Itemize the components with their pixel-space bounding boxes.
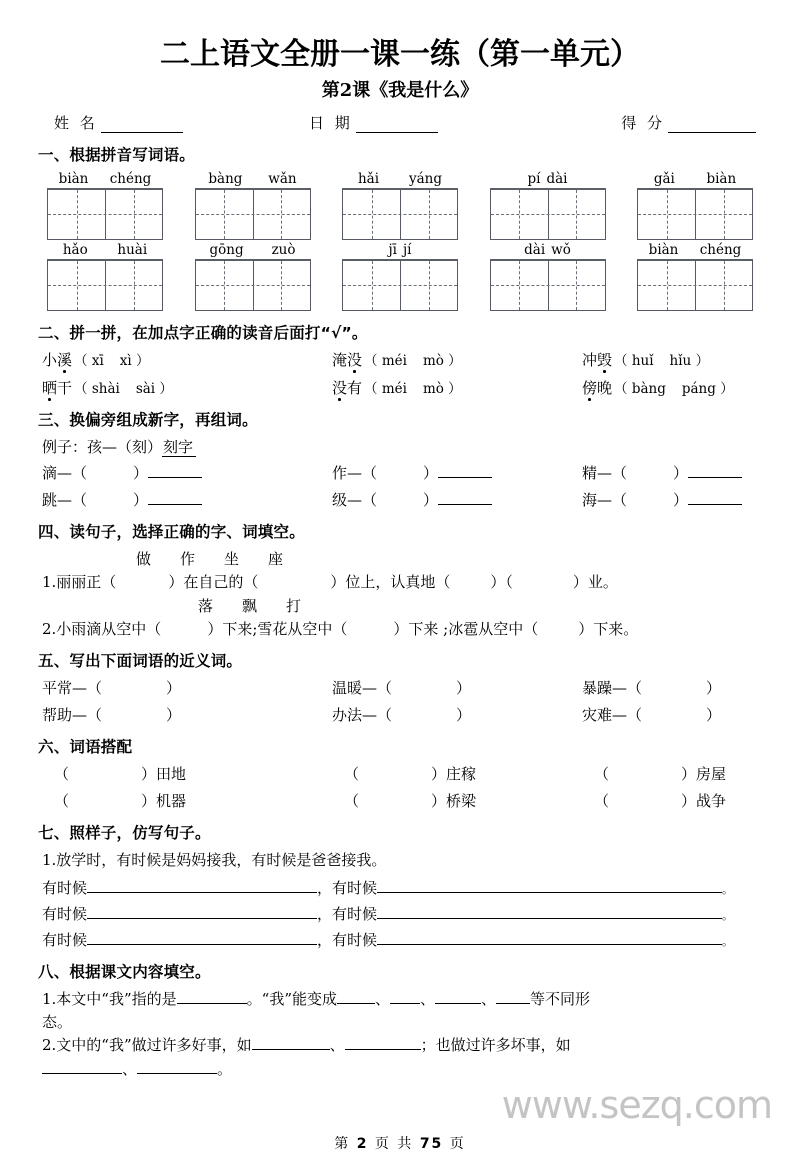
- date-label: 日 期: [309, 114, 353, 133]
- q2-row-1: [38, 349, 762, 370]
- choice-word: 做: [136, 549, 152, 568]
- close-paren: ）: [133, 463, 149, 482]
- q1-item: [632, 242, 758, 311]
- close-paren: ）: [673, 463, 689, 482]
- pinyin-option[interactable]: mò: [422, 352, 444, 369]
- sentence-part: ）业。: [572, 572, 618, 591]
- pinyin-syllable: hǎo: [62, 241, 88, 258]
- close-paren: ）: [681, 791, 697, 810]
- tianzige-box[interactable]: [195, 188, 311, 240]
- answer-blank[interactable]: [148, 492, 202, 505]
- pinyin-syllable: jí: [403, 241, 412, 258]
- pinyin-syllable: huài: [117, 241, 148, 258]
- open-paren: （: [344, 791, 360, 810]
- q3-stem: 作—（: [332, 463, 378, 482]
- choice-word: 作: [180, 549, 196, 568]
- tianzige-box[interactable]: [637, 259, 753, 311]
- q5-stem: 帮助—（: [42, 705, 103, 724]
- pinyin-option[interactable]: méi: [381, 380, 407, 397]
- collocation-noun: 庄稼: [446, 764, 477, 783]
- close-paren: ）: [706, 678, 722, 697]
- q1-grid-row-1: [38, 171, 762, 240]
- q1-item: [190, 171, 316, 240]
- sentence-part: ）下来 ;冰雹从空中（: [393, 619, 539, 638]
- pinyin-syllable: yáng: [408, 171, 442, 188]
- answer-rule[interactable]: [87, 931, 317, 945]
- q3-item: [42, 462, 332, 483]
- comma: ，: [317, 878, 333, 897]
- close-paren: ）: [695, 352, 710, 369]
- pinyin-syllable: gōng: [209, 241, 244, 258]
- close-paren: ）: [456, 705, 472, 724]
- section-2-heading: 二、拼一拼，在加点字正确的读音后面打“√”。: [38, 323, 368, 342]
- answer-blank[interactable]: [688, 465, 742, 478]
- q3-stem: 级—（: [332, 490, 378, 509]
- section-7-heading: 七、照样子，仿写句子。: [38, 823, 211, 842]
- dotted-character: 溪: [57, 350, 73, 369]
- sentence-part: 、: [375, 989, 391, 1008]
- pinyin-syllable: biàn: [648, 241, 679, 258]
- pinyin-option[interactable]: méi: [381, 352, 407, 369]
- sentence-part: ）位上，认真地（: [330, 572, 451, 591]
- pinyin-syllable: wǒ: [551, 241, 571, 258]
- section-8-heading: 八、根据课文内容填空。: [38, 962, 211, 981]
- score-input-rule[interactable]: [668, 120, 756, 133]
- sentence-part: ）下来。: [578, 619, 639, 638]
- collocation-noun: 机器: [156, 791, 187, 810]
- q5-stem: 温暖—（: [332, 678, 393, 697]
- date-field-group: [309, 112, 609, 133]
- q3-stem: 海—（: [582, 490, 628, 509]
- q6-row-2: [38, 790, 762, 811]
- pinyin-option[interactable]: shài: [91, 380, 120, 397]
- answer-rule[interactable]: [377, 879, 722, 893]
- score-label: 得 分: [621, 114, 665, 133]
- collocation-noun: 房屋: [696, 764, 727, 783]
- close-paren: ）: [423, 490, 439, 509]
- q5-item: [42, 677, 332, 698]
- q5-row-2: [38, 704, 762, 725]
- pinyin-option[interactable]: sài: [135, 380, 156, 397]
- page-subtitle: 第2课《我是什么》: [321, 79, 479, 101]
- word-prefix: 淹: [332, 350, 348, 369]
- section-6-heading: 六、词语搭配: [38, 737, 133, 756]
- q7-lead: 有时候: [42, 930, 88, 949]
- q5-stem: 办法—（: [332, 705, 393, 724]
- open-paren: （: [74, 352, 88, 369]
- close-paren: ）: [673, 490, 689, 509]
- q1-pinyin: [42, 171, 168, 188]
- pinyin-option[interactable]: xī: [91, 352, 104, 369]
- q1-pinyin: [190, 242, 316, 259]
- q5-item: [582, 677, 762, 698]
- open-paren: （: [364, 380, 378, 397]
- q4-sentence-1: [38, 571, 762, 592]
- sentence-part: 1.丽丽正（: [42, 572, 117, 591]
- section-5-heading: 五、写出下面词语的近义词。: [38, 651, 243, 670]
- score-field-group: [609, 112, 756, 133]
- pinyin-syllable: hǎi: [357, 171, 380, 188]
- q3-item: [42, 489, 332, 510]
- close-paren: ）: [456, 678, 472, 697]
- sentence-part: ）在自己的（: [168, 572, 259, 591]
- pinyin-option[interactable]: páng: [681, 380, 716, 397]
- answer-blank[interactable]: [438, 465, 492, 478]
- q2-item: [332, 349, 582, 370]
- q1-pinyin: [337, 171, 463, 188]
- q3-stem: 跳—（: [42, 490, 88, 509]
- open-paren: （: [594, 791, 610, 810]
- open-paren: （: [74, 380, 88, 397]
- q6-item: [594, 763, 762, 784]
- sentence-part: 态。: [42, 1013, 73, 1032]
- open-paren: （: [594, 764, 610, 783]
- close-paren: ）: [431, 791, 447, 810]
- sentence-part: ）下来;雪花从空中（: [207, 619, 348, 638]
- footer-page-number: 2: [356, 1136, 369, 1152]
- q3-item: [332, 489, 582, 510]
- sentence-part: 2.小雨滴从空中（: [42, 619, 162, 638]
- q1-pinyin: [190, 171, 316, 188]
- period: 。: [722, 934, 734, 948]
- word-prefix: 冲: [582, 350, 598, 369]
- q1-pinyin: [485, 242, 611, 259]
- pinyin-option[interactable]: huǐ: [631, 352, 654, 369]
- q6-item: [344, 763, 594, 784]
- tianzige-box[interactable]: [490, 188, 606, 240]
- q6-item: [54, 763, 344, 784]
- answer-blank[interactable]: [177, 991, 247, 1004]
- q7-model-sentence: 1.放学时，有时候是妈妈接我，有时候是爸爸接我。: [42, 850, 387, 869]
- q3-row-1: [38, 462, 762, 483]
- open-paren: （: [344, 764, 360, 783]
- q2-item: [582, 377, 762, 398]
- choice-word: 座: [268, 549, 284, 568]
- comma: ，: [317, 904, 333, 923]
- tianzige-box[interactable]: [342, 259, 458, 311]
- close-paren: ）: [141, 764, 157, 783]
- choice-word: 飘: [242, 596, 258, 615]
- close-paren: ）: [431, 764, 447, 783]
- q6-row-1: [38, 763, 762, 784]
- q6-item: [344, 790, 594, 811]
- q5-row-1: [38, 677, 762, 698]
- sentence-part: 。“我”能变成: [246, 989, 337, 1008]
- q7-lead: 有时候: [332, 930, 378, 949]
- q1-item: [190, 242, 316, 311]
- tianzige-box[interactable]: [195, 259, 311, 311]
- tianzige-box[interactable]: [637, 188, 753, 240]
- q7-lead: 有时候: [332, 904, 378, 923]
- q1-grid-row-2: [38, 242, 762, 311]
- sentence-part: 、: [481, 989, 497, 1008]
- pinyin-options[interactable]: [364, 349, 462, 369]
- answer-rule[interactable]: [377, 905, 722, 919]
- q1-item: [632, 171, 758, 240]
- q3-example-word: 刻字: [162, 438, 196, 457]
- close-paren: ）: [159, 380, 173, 397]
- q3-item: [332, 462, 582, 483]
- q3-item: [582, 462, 762, 483]
- sentence-part: 、: [329, 1036, 345, 1055]
- footer-total-pages: 75: [419, 1136, 444, 1152]
- pinyin-syllable: dài: [546, 171, 568, 188]
- sentence-part: ；也做过许多坏事，如: [420, 1036, 571, 1055]
- sentence-part: 等不同形: [530, 989, 591, 1008]
- pinyin-syllable: bàng: [208, 171, 243, 188]
- sentence-part: 2.文中的“我”做过许多好事，如: [42, 1036, 252, 1055]
- collocation-noun: 战争: [696, 791, 727, 810]
- answer-blank[interactable]: [345, 1037, 421, 1050]
- section-1-heading: 一、根据拼音写词语。: [38, 146, 196, 165]
- dotted-character: 没: [332, 378, 348, 397]
- q5-stem: 暴躁—（: [582, 678, 643, 697]
- section-4-heading: 四、读句子，选择正确的字、词填空。: [38, 522, 305, 541]
- answer-blank[interactable]: [137, 1061, 217, 1074]
- pinyin-syllable: dài: [524, 241, 546, 258]
- student-meta-row: [38, 112, 762, 133]
- q1-item: [485, 171, 611, 240]
- pinyin-options[interactable]: [74, 349, 149, 369]
- q5-item: [42, 704, 332, 725]
- dotted-character: 傍: [582, 378, 598, 397]
- open-paren: （: [54, 764, 70, 783]
- q3-example-prefix: 例子：孩—（刻）: [42, 437, 163, 456]
- q1-item: [42, 171, 168, 240]
- q2-item: [332, 377, 582, 398]
- close-paren: ）: [720, 380, 734, 397]
- pinyin-option[interactable]: bàng: [631, 380, 666, 397]
- choice-word: 坐: [224, 549, 240, 568]
- q2-item: [42, 377, 332, 398]
- name-input-rule[interactable]: [101, 120, 183, 133]
- answer-blank[interactable]: [435, 991, 481, 1004]
- pinyin-syllable: biàn: [706, 171, 737, 188]
- period: 。: [722, 882, 734, 896]
- q7-answer-line: [38, 903, 762, 924]
- q2-item: [582, 349, 762, 370]
- pinyin-option[interactable]: xì: [119, 352, 132, 369]
- word-suffix: 干: [57, 378, 73, 397]
- answer-blank[interactable]: [148, 465, 202, 478]
- pinyin-syllable: chéng: [699, 241, 742, 258]
- sentence-part: 。: [217, 1059, 233, 1078]
- pinyin-option[interactable]: hǐu: [669, 352, 692, 369]
- tianzige-box[interactable]: [47, 259, 163, 311]
- q1-item: [485, 242, 611, 311]
- answer-blank[interactable]: [42, 1061, 122, 1074]
- word-suffix: 有: [347, 378, 363, 397]
- q1-item: [337, 171, 463, 240]
- close-paren: ）: [166, 705, 182, 724]
- period: 。: [722, 908, 734, 922]
- q4-choice-bank-1: [38, 548, 762, 569]
- q1-pinyin: [337, 242, 463, 259]
- q2-row-2: [38, 377, 762, 398]
- tianzige-box[interactable]: [47, 188, 163, 240]
- q5-item: [332, 677, 582, 698]
- open-paren: （: [364, 352, 378, 369]
- open-paren: （: [614, 380, 628, 397]
- close-paren: ）: [423, 463, 439, 482]
- dotted-character: 毁: [597, 350, 613, 369]
- q3-stem: 滴—（: [42, 463, 88, 482]
- answer-blank[interactable]: [252, 1037, 330, 1050]
- close-paren: ）: [681, 764, 697, 783]
- collocation-noun: 田地: [156, 764, 187, 783]
- q5-stem: 平常—（: [42, 678, 103, 697]
- answer-rule[interactable]: [87, 905, 317, 919]
- q1-pinyin: [42, 242, 168, 259]
- tianzige-box[interactable]: [490, 259, 606, 311]
- open-paren: （: [54, 791, 70, 810]
- pinyin-syllable: wǎn: [268, 171, 297, 188]
- pinyin-options[interactable]: [614, 349, 709, 369]
- section-3-heading: 三、换偏旁组成新字，再组词。: [38, 410, 258, 429]
- pinyin-syllable: chéng: [109, 171, 152, 188]
- q6-item: [594, 790, 762, 811]
- pinyin-syllable: pí: [527, 171, 541, 188]
- q7-lead: 有时候: [42, 904, 88, 923]
- pinyin-options[interactable]: [364, 377, 462, 397]
- sentence-part: 、: [420, 989, 436, 1008]
- q5-item: [332, 704, 582, 725]
- q2-item: [42, 349, 332, 370]
- word-prefix: 小: [42, 350, 58, 369]
- q3-stem: 精—（: [582, 463, 628, 482]
- close-paren: ）: [448, 380, 462, 397]
- sentence-part: ）（: [490, 572, 513, 591]
- footer-prefix: 第: [334, 1136, 351, 1152]
- q5-item: [582, 704, 762, 725]
- q8-sentence-1: [38, 988, 762, 1035]
- answer-blank[interactable]: [688, 492, 742, 505]
- comma: ，: [317, 930, 333, 949]
- answer-blank[interactable]: [390, 991, 420, 1004]
- sentence-part: 、: [122, 1059, 138, 1078]
- footer-suffix: 页: [449, 1136, 466, 1152]
- page-title: 二上语文全册一课一练（第一单元）: [160, 37, 640, 72]
- answer-rule[interactable]: [87, 879, 317, 893]
- pinyin-syllable: biàn: [58, 171, 89, 188]
- pinyin-syllable: gǎi: [653, 171, 675, 188]
- q8-sentence-2: [38, 1034, 762, 1081]
- dotted-character: 没: [347, 350, 363, 369]
- close-paren: ）: [166, 678, 182, 697]
- close-paren: ）: [133, 490, 149, 509]
- pinyin-syllable: zuò: [271, 241, 296, 258]
- answer-rule[interactable]: [377, 931, 722, 945]
- open-paren: （: [614, 352, 628, 369]
- name-label: 姓 名: [54, 114, 98, 133]
- answer-blank[interactable]: [496, 991, 530, 1004]
- pinyin-options[interactable]: [74, 377, 173, 397]
- pinyin-option[interactable]: mò: [422, 380, 444, 397]
- q7-answer-line: [38, 877, 762, 898]
- site-watermark: www.sezq.com: [501, 1083, 772, 1127]
- q5-stem: 灾难—（: [582, 705, 643, 724]
- tianzige-box[interactable]: [342, 188, 458, 240]
- word-suffix: 晚: [597, 378, 613, 397]
- page-footer: [0, 1133, 800, 1153]
- q4-choice-bank-2: [38, 595, 762, 616]
- footer-middle: 页 共: [374, 1136, 414, 1152]
- q6-item: [54, 790, 344, 811]
- q7-lead: 有时候: [332, 878, 378, 897]
- close-paren: ）: [136, 352, 150, 369]
- name-field-group: [54, 112, 309, 133]
- q1-pinyin: [632, 242, 758, 259]
- date-input-rule[interactable]: [356, 120, 438, 133]
- q1-item: [337, 242, 463, 311]
- choice-word: 落: [198, 596, 214, 615]
- close-paren: ）: [706, 705, 722, 724]
- close-paren: ）: [141, 791, 157, 810]
- q1-item: [42, 242, 168, 311]
- collocation-noun: 桥梁: [446, 791, 477, 810]
- pinyin-syllable: jī: [388, 241, 397, 258]
- pinyin-options[interactable]: [614, 377, 734, 397]
- q1-pinyin: [485, 171, 611, 188]
- answer-blank[interactable]: [337, 991, 375, 1004]
- choice-word: 打: [286, 596, 302, 615]
- q3-item: [582, 489, 762, 510]
- worksheet-page: [0, 38, 800, 1169]
- q3-example: [42, 436, 762, 457]
- sentence-part: 1.本文中“我”指的是: [42, 989, 177, 1008]
- q1-pinyin: [632, 171, 758, 188]
- answer-blank[interactable]: [438, 492, 492, 505]
- close-paren: ）: [448, 352, 462, 369]
- dotted-character: 晒: [42, 378, 58, 397]
- q4-sentence-2: [38, 618, 762, 639]
- q7-lead: 有时候: [42, 878, 88, 897]
- q3-row-2: [38, 489, 762, 510]
- q7-answer-line: [38, 929, 762, 950]
